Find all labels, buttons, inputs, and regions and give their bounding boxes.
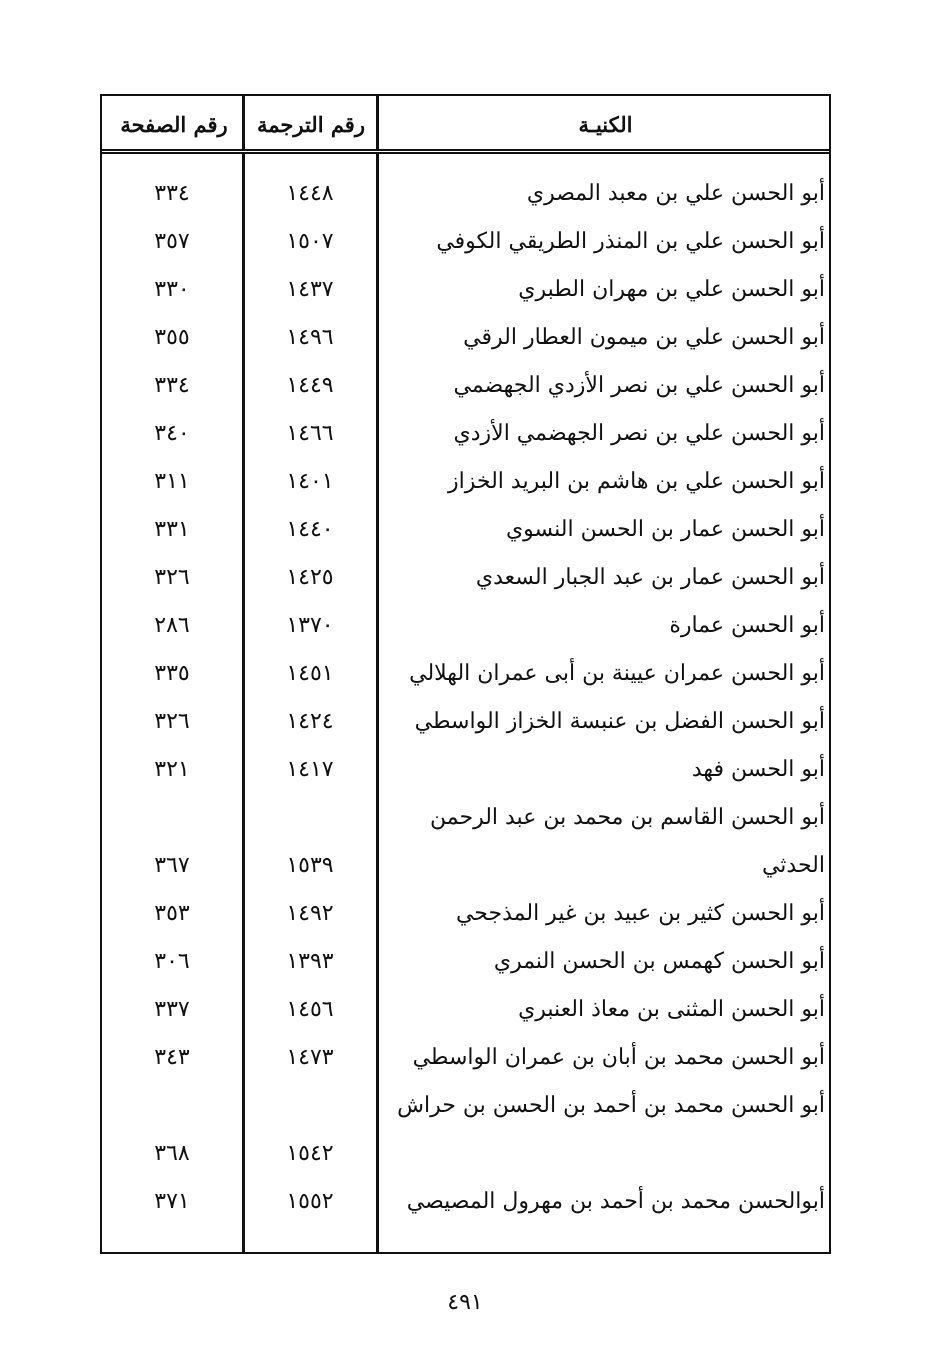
table-row: [102, 698, 829, 746]
table-row: [102, 410, 829, 458]
translation-number-cell: ١٥٥٢: [286, 1189, 334, 1214]
header-page-number: رقم الصفحة: [120, 112, 228, 137]
kunya-cell: أبو الحسن علي بن معبد المصري: [526, 181, 825, 206]
table-row: [102, 458, 829, 506]
page-number: ٤٩١: [447, 1290, 483, 1315]
translation-number-cell: ١٤٢٥: [286, 565, 334, 590]
page-number-cell: ٣٤٠: [154, 421, 190, 446]
table-row: [102, 938, 829, 986]
kunya-cell: أبو الحسن القاسم بن محمد بن عبد الرحمن الحدثي: [430, 805, 825, 878]
table-header: [102, 96, 829, 154]
table-row: [102, 506, 829, 554]
translation-number-cell: ١٤٦٦: [286, 421, 334, 446]
translation-number-cell: ١٤٤٠: [286, 517, 334, 542]
translation-number-cell: ١٥٣٩: [286, 853, 334, 878]
table-row: [102, 554, 829, 602]
kunya-cell: أبو الحسن عمار بن الحسن النسوي: [505, 517, 825, 542]
translation-number-cell: ١٤١٧: [286, 757, 334, 782]
kunya-cell: أبو الحسن فهد: [691, 757, 825, 782]
page-number-cell: ٣٥٧: [154, 229, 190, 254]
table-row: [102, 602, 829, 650]
page-number-cell: ٣٦٨: [154, 1141, 190, 1166]
kunya-cell: أبو الحسن كثير بن عبيد بن غير المذجحي: [455, 901, 825, 926]
translation-number-cell: ١٥٠٧: [286, 229, 334, 254]
translation-number-cell: ١٤٣٧: [286, 277, 334, 302]
translation-number-cell: ١٤٥٦: [286, 997, 334, 1022]
table-row: [102, 650, 829, 698]
page-number-cell: ٣٢١: [154, 757, 190, 782]
kunya-cell: أبو الحسن علي بن المنذر الطريقي الكوفي: [436, 229, 825, 254]
page-number-cell: ٣٦٧: [154, 853, 190, 878]
table-row: [102, 170, 829, 218]
page-number-cell: ٣٢٦: [154, 565, 190, 590]
table-row: [102, 362, 829, 410]
table-row: [102, 266, 829, 314]
page-number-cell: ٣٣٤: [154, 181, 190, 206]
page-number-cell: ٣٣١: [154, 517, 190, 542]
translation-number-cell: ١٤٧٣: [286, 1045, 334, 1070]
page-number-cell: ٣٥٥: [154, 325, 190, 350]
header-translation-number: رقم الترجمة: [256, 112, 365, 137]
kunya-cell: أبو الحسن الفضل بن عنبسة الخزاز الواسطي: [414, 709, 825, 734]
translation-number-cell: ١٣٧٠: [286, 613, 334, 638]
page-number-cell: ٢٨٦: [154, 613, 190, 638]
kunya-cell: أبو الحسن علي بن مهران الطبري: [518, 277, 825, 302]
kunya-cell: أبو الحسن كهمس بن الحسن النمري: [493, 949, 825, 974]
column-divider: [242, 96, 245, 149]
page-number-cell: ٣٣٠: [154, 277, 190, 302]
table-row: [102, 218, 829, 266]
translation-number-cell: ١٥٤٢: [286, 1141, 334, 1166]
translation-number-cell: ١٤٠١: [286, 469, 334, 494]
translation-number-cell: ١٤٢٤: [286, 709, 334, 734]
column-divider: [376, 96, 379, 149]
table-row: [102, 1082, 829, 1178]
table-row: [102, 1034, 829, 1082]
table-row: [102, 986, 829, 1034]
kunya-cell: أبو الحسن علي بن هاشم بن البريد الخزاز: [448, 469, 825, 494]
kunya-cell: أبو الحسن علي بن نصر الجهضمي الأزدي: [453, 421, 825, 446]
translation-number-cell: ١٤٩٢: [286, 901, 334, 926]
kunya-cell: أبو الحسن عمارة: [669, 613, 825, 638]
header-kunya: الكنيـة: [578, 112, 633, 137]
translation-number-cell: ١٤٥١: [286, 661, 334, 686]
page-number-cell: ٣١١: [154, 469, 190, 494]
page-number-cell: ٣٢٦: [154, 709, 190, 734]
kunya-cell: أبو الحسن عمار بن عبد الجبار السعدي: [475, 565, 825, 590]
table-row: [102, 794, 829, 890]
table-row: [102, 746, 829, 794]
page-number-cell: ٣٣٤: [154, 373, 190, 398]
page-number-cell: ٣٤٣: [154, 1045, 190, 1070]
translation-number-cell: ١٤٤٨: [286, 181, 334, 206]
page-number-cell: ٣٥٣: [154, 901, 190, 926]
page-number-cell: ٣٧١: [154, 1189, 190, 1214]
kunya-cell: أبو الحسن علي بن ميمون العطار الرقي: [463, 325, 825, 350]
page-number-cell: ٣٠٦: [154, 949, 190, 974]
kunya-cell: أبوالحسن محمد بن أحمد بن مهرول المصيصي: [406, 1189, 825, 1214]
translation-number-cell: ١٤٩٦: [286, 325, 334, 350]
translation-number-cell: ١٤٤٩: [286, 373, 334, 398]
page-number-cell: ٣٣٧: [154, 997, 190, 1022]
page-number-cell: ٣٣٥: [154, 661, 190, 686]
table-row: [102, 890, 829, 938]
index-table: [100, 94, 831, 1254]
kunya-cell: أبو الحسن عمران عيينة بن أبى عمران الهلالي: [409, 661, 825, 686]
translation-number-cell: ١٣٩٣: [286, 949, 334, 974]
kunya-cell: أبو الحسن محمد بن أحمد بن الحسن بن حراش: [397, 1093, 825, 1118]
kunya-cell: أبو الحسن المثنى بن معاذ العنبري: [518, 997, 825, 1022]
table-row: [102, 314, 829, 362]
kunya-cell: أبو الحسن علي بن نصر الأزدي الجهضمي: [453, 373, 825, 398]
kunya-cell: أبو الحسن محمد بن أبان بن عمران الواسطي: [412, 1045, 825, 1070]
table-row: [102, 1178, 829, 1226]
